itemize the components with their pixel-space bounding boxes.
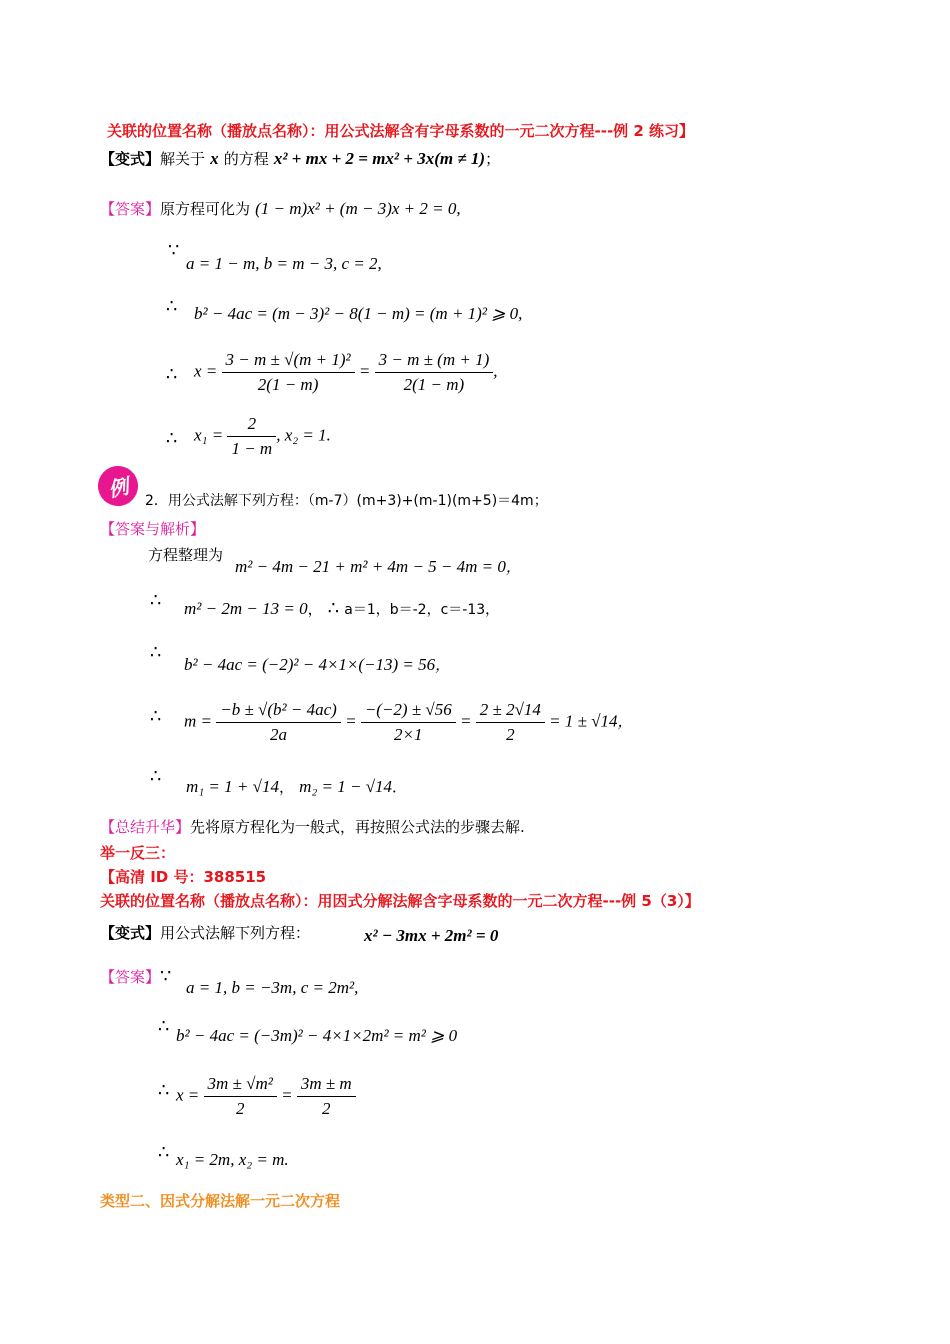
equals: = (345, 711, 357, 731)
therefore-symbol: ∴ (158, 1142, 170, 1163)
equation: b² − 4ac = (m − 3)² − 8(1 − m) = (m + 1)² ⩾ 0, (194, 304, 523, 323)
equation: a = 1, b = −3m, c = 2m², (186, 978, 359, 997)
variant-end: ； (485, 150, 501, 168)
equation: b² − 4ac = (−3m)² − 4×1×2m² = m² ⩾ 0 (176, 1026, 458, 1045)
denominator: 2(1 − m) (403, 375, 465, 394)
end: ， (505, 558, 521, 576)
since-symbol: ∵ (168, 240, 180, 261)
practice-heading: 举一反三： (100, 844, 176, 862)
fraction (297, 1074, 356, 1119)
variant-var: x (210, 149, 219, 168)
answer-tag: 【答案】 (100, 968, 161, 986)
answer-tag: 【答案与解析】 (100, 520, 206, 538)
denominator: 2(1 − m) (257, 375, 319, 394)
end: ， (307, 600, 323, 618)
equals: = (358, 361, 371, 381)
therefore-symbol: ∴ (158, 1016, 170, 1037)
therefore-symbol: ∴ (166, 296, 178, 317)
fraction (204, 1074, 277, 1119)
equals: = (460, 711, 472, 731)
numerator: 2 ± 2√14 (476, 700, 545, 723)
question: 2．用公式法解下列方程：（m-7）(m+3)+(m-1)(m+5)＝4m； (145, 493, 548, 509)
comma: , (493, 361, 498, 381)
equals: = (281, 1085, 293, 1105)
end: ， (435, 656, 451, 674)
variant-text2: 的方程 (223, 150, 269, 168)
rest: = 1 ± √14 (549, 711, 618, 731)
numerator: 3m ± m (297, 1074, 356, 1097)
denominator: 1 − m (231, 439, 273, 458)
numerator: 3 − m ± (m + 1) (375, 350, 494, 373)
fraction (227, 414, 276, 459)
equation-fraction (194, 414, 331, 459)
answer-tag: 【答案】 (100, 200, 161, 218)
therefore-symbol: ∴ (150, 706, 162, 727)
lhs: x₁ = (194, 425, 224, 445)
next-section-title: 类型二、因式分解法解一元二次方程 (100, 1192, 341, 1210)
numerator: 2 (227, 414, 276, 437)
fraction (375, 350, 494, 395)
therefore-symbol: ∴ (150, 642, 162, 663)
therefore-symbol: ∴ (158, 1080, 170, 1101)
variant-text: 用公式法解下列方程： (160, 924, 311, 942)
equation-fraction (194, 350, 498, 395)
variant-tag: 【变式】 (100, 924, 161, 942)
fraction (216, 700, 341, 745)
lhs: x = (194, 361, 218, 381)
equation (184, 654, 450, 675)
summary-tag: 【总结升华】 (100, 818, 191, 836)
numerator: −(−2) ± √56 (361, 700, 456, 723)
therefore-symbol: ∴ (150, 766, 162, 787)
coefficients: a＝1，b＝-2，c＝-13， (344, 602, 500, 618)
denominator: 2 (322, 1099, 331, 1118)
summary-text: 先将原方程化为一般式，再按照公式法的步骤去解. (190, 818, 525, 836)
lhs: x = (176, 1085, 200, 1105)
expr: m² − 2m − 13 = 0 (184, 599, 308, 618)
lhs: m = (184, 711, 212, 731)
section-title: 关联的位置名称（播放点名称）：用公式法解含有字母系数的一元二次方程---例 2 练习】 (107, 122, 695, 140)
section-title: 关联的位置名称（播放点名称）：用因式分解法解含字母系数的一元二次方程---例 5（3）】 (100, 892, 700, 910)
fraction (476, 700, 545, 745)
therefore-symbol: ∴ (166, 428, 178, 449)
step-line (148, 544, 223, 565)
equation: (1 − m)x² + (m − 3)x + 2 = 0, (255, 199, 461, 218)
variant-text: 解关于 (160, 150, 206, 168)
fraction (222, 350, 355, 395)
therefore-symbol: ∴ (150, 590, 162, 611)
expr: b² − 4ac = (−2)² − 4×1×(−13) = 56 (184, 655, 436, 674)
denominator: 2×1 (394, 725, 423, 744)
end: ． (392, 778, 408, 796)
equation: x₁ = 2m, x₂ = m. (176, 1150, 289, 1169)
summary-line (100, 816, 525, 837)
since-symbol: ∵ (160, 966, 172, 987)
root1: m₁ = 1 + √14 (186, 777, 279, 796)
step-text: 方程整理为 (148, 546, 224, 564)
variant-line (100, 148, 500, 169)
numerator: −b ± √(b² − 4ac) (216, 700, 341, 723)
variant-equation: x² − 3mx + 2m² = 0 (364, 926, 499, 945)
answer-line (100, 966, 171, 987)
root2: m₂ = 1 − √14 (299, 777, 393, 796)
answer-line (100, 198, 461, 219)
equation (235, 556, 521, 577)
end: ， (617, 712, 633, 731)
rest: , x₂ = 1. (276, 425, 331, 445)
therefore-symbol: ∴ (327, 598, 340, 619)
variant-equation: x² + mx + 2 = mx² + 3x(m ≠ 1) (273, 149, 486, 168)
denominator: 2 (506, 725, 515, 744)
expr: m² − 4m − 21 + m² + 4m − 5 − 4m = 0 (235, 557, 506, 576)
equation-fraction (176, 1074, 356, 1119)
sep: ， (278, 778, 294, 796)
fraction (361, 700, 456, 745)
denominator: 2 (235, 1099, 245, 1118)
answer-text: 原方程可化为 (160, 200, 251, 218)
therefore-symbol: ∴ (166, 364, 178, 385)
id-line: 【高清 ID 号：388515 (100, 868, 267, 886)
denominator: 2a (270, 725, 288, 744)
equation-line (184, 598, 499, 619)
example-badge-icon: 例 (94, 462, 141, 509)
numerator: 3m ± √m² (204, 1074, 277, 1097)
variant-tag: 【变式】 (100, 150, 161, 168)
equation-line (186, 776, 407, 797)
equation: a = 1 − m, b = m − 3, c = 2, (186, 254, 382, 273)
equation-fraction (184, 700, 633, 745)
numerator: 3 − m ± √(m + 1)² (222, 350, 355, 373)
variant-line (100, 922, 310, 943)
